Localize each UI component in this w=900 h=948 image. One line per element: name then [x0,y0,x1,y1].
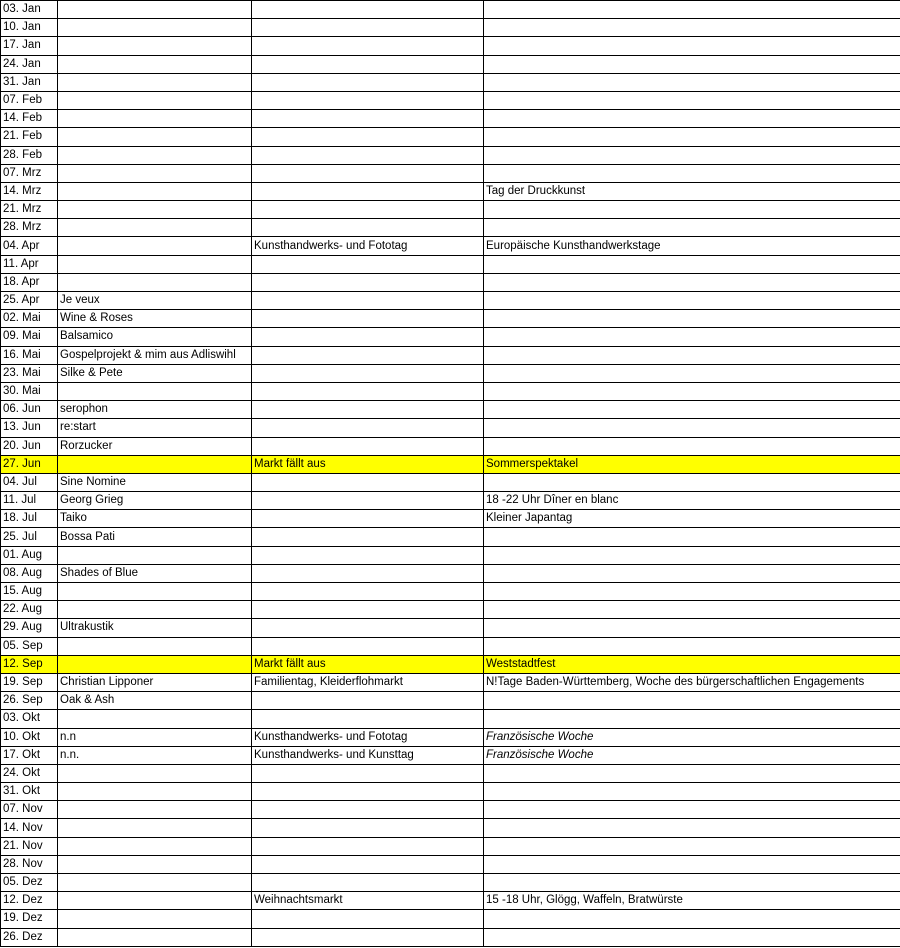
act-cell[interactable] [58,710,252,728]
date-cell[interactable]: 14. Feb [1,110,58,128]
market-cell[interactable]: Kunsthandwerks- und Fototag [252,728,484,746]
market-cell[interactable] [252,146,484,164]
date-cell[interactable]: 18. Apr [1,273,58,291]
date-cell[interactable]: 21. Feb [1,128,58,146]
act-cell[interactable]: Christian Lipponer [58,673,252,691]
table-row [1,655,900,673]
event-cell[interactable]: 15 -18 Uhr, Glögg, Waffeln, Bratwürste [484,892,900,910]
table-row [1,619,900,637]
table-row [1,874,900,892]
event-cell[interactable] [484,692,900,710]
event-cell[interactable] [484,837,900,855]
table-row [1,219,900,237]
date-cell[interactable]: 15. Aug [1,583,58,601]
market-cell[interactable] [252,801,484,819]
table-row [1,673,900,691]
act-cell[interactable]: Shades of Blue [58,564,252,582]
event-cell[interactable] [484,401,900,419]
event-cell[interactable]: Weststadtfest [484,655,900,673]
table-row [1,546,900,564]
date-cell[interactable]: 05. Sep [1,637,58,655]
event-cell[interactable] [484,928,900,946]
act-cell[interactable] [58,892,252,910]
market-cell[interactable] [252,164,484,182]
act-cell[interactable] [58,583,252,601]
date-cell[interactable]: 01. Aug [1,546,58,564]
market-cell[interactable] [252,219,484,237]
market-cell[interactable] [252,73,484,91]
act-cell[interactable]: serophon [58,401,252,419]
act-cell[interactable] [58,655,252,673]
act-cell[interactable] [58,19,252,37]
act-cell[interactable] [58,55,252,73]
event-cell[interactable] [484,801,900,819]
act-cell[interactable] [58,928,252,946]
market-cell[interactable] [252,601,484,619]
date-cell[interactable]: 19. Dez [1,910,58,928]
market-cell[interactable] [252,382,484,400]
act-cell[interactable] [58,110,252,128]
event-cell[interactable] [484,382,900,400]
date-cell[interactable]: 18. Jul [1,510,58,528]
event-cell[interactable] [484,164,900,182]
market-cell[interactable] [252,710,484,728]
date-cell[interactable]: 12. Dez [1,892,58,910]
table-row [1,437,900,455]
table-row [1,310,900,328]
event-cell[interactable] [484,346,900,364]
market-cell[interactable] [252,419,484,437]
event-cell[interactable] [484,110,900,128]
event-cell[interactable]: 18 -22 Uhr Dîner en blanc [484,492,900,510]
act-cell[interactable]: re:start [58,419,252,437]
market-cell[interactable]: Markt fällt aus [252,655,484,673]
market-cell[interactable] [252,182,484,200]
date-cell[interactable]: 24. Okt [1,764,58,782]
act-cell[interactable]: Je veux [58,292,252,310]
date-cell[interactable]: 17. Okt [1,746,58,764]
table-row [1,783,900,801]
market-cell[interactable] [252,528,484,546]
act-cell[interactable]: n.n [58,728,252,746]
date-cell[interactable]: 10. Jan [1,19,58,37]
date-cell[interactable]: 28. Mrz [1,219,58,237]
date-cell[interactable]: 02. Mai [1,310,58,328]
market-cell[interactable] [252,473,484,491]
date-cell[interactable]: 16. Mai [1,346,58,364]
event-cell[interactable]: Sommerspektakel [484,455,900,473]
table-row [1,182,900,200]
table-row [1,928,900,946]
market-cell[interactable] [252,874,484,892]
event-cell[interactable]: Französische Woche [484,728,900,746]
date-cell[interactable]: 10. Okt [1,728,58,746]
date-cell[interactable]: 28. Feb [1,146,58,164]
table-row [1,492,900,510]
date-cell[interactable]: 11. Jul [1,492,58,510]
table-row [1,692,900,710]
event-cell[interactable] [484,328,900,346]
act-cell[interactable] [58,819,252,837]
date-cell[interactable]: 21. Mrz [1,201,58,219]
act-cell[interactable] [58,637,252,655]
market-cell[interactable] [252,328,484,346]
act-cell[interactable]: Ultrakustik [58,619,252,637]
table-row [1,292,900,310]
act-cell[interactable] [58,855,252,873]
market-cell[interactable]: Weihnachtsmarkt [252,892,484,910]
act-cell[interactable] [58,837,252,855]
event-cell[interactable] [484,73,900,91]
act-cell[interactable] [58,273,252,291]
table-row [1,892,900,910]
table-row [1,401,900,419]
table-row [1,801,900,819]
market-cell[interactable] [252,1,484,19]
date-cell[interactable]: 03. Okt [1,710,58,728]
date-cell[interactable]: 27. Jun [1,455,58,473]
event-cell[interactable] [484,1,900,19]
table-row [1,564,900,582]
table-row [1,273,900,291]
schedule-body [1,1,900,947]
market-cell[interactable] [252,201,484,219]
date-cell[interactable]: 22. Aug [1,601,58,619]
market-cell[interactable]: Familientag, Kleiderflohmarkt [252,673,484,691]
market-cell[interactable] [252,819,484,837]
table-row [1,583,900,601]
date-cell[interactable]: 13. Jun [1,419,58,437]
event-cell[interactable] [484,146,900,164]
act-cell[interactable]: Balsamico [58,328,252,346]
event-cell[interactable] [484,91,900,109]
act-cell[interactable] [58,801,252,819]
date-cell[interactable]: 24. Jan [1,55,58,73]
act-cell[interactable] [58,164,252,182]
event-cell[interactable] [484,273,900,291]
act-cell[interactable]: Oak & Ash [58,692,252,710]
market-cell[interactable]: Kunsthandwerks- und Fototag [252,237,484,255]
event-cell[interactable]: Tag der Druckkunst [484,182,900,200]
act-cell[interactable] [58,237,252,255]
market-cell[interactable] [252,110,484,128]
table-row [1,37,900,55]
market-cell[interactable] [252,37,484,55]
act-cell[interactable] [58,73,252,91]
act-cell[interactable] [58,783,252,801]
event-cell[interactable]: Französische Woche [484,746,900,764]
act-cell[interactable] [58,382,252,400]
act-cell[interactable] [58,1,252,19]
date-cell[interactable]: 30. Mai [1,382,58,400]
date-cell[interactable]: 20. Jun [1,437,58,455]
table-row [1,19,900,37]
date-cell[interactable]: 06. Jun [1,401,58,419]
date-cell[interactable]: 05. Dez [1,874,58,892]
date-cell[interactable]: 14. Mrz [1,182,58,200]
act-cell[interactable] [58,455,252,473]
market-cell[interactable]: Kunsthandwerks- und Kunsttag [252,746,484,764]
date-cell[interactable]: 07. Feb [1,91,58,109]
event-cell[interactable] [484,874,900,892]
event-cell[interactable] [484,19,900,37]
date-cell[interactable]: 12. Sep [1,655,58,673]
table-row [1,110,900,128]
date-cell[interactable]: 07. Mrz [1,164,58,182]
market-cell[interactable] [252,692,484,710]
event-cell[interactable] [484,819,900,837]
market-cell[interactable] [252,91,484,109]
event-cell[interactable] [484,364,900,382]
market-cell[interactable] [252,546,484,564]
date-cell[interactable]: 23. Mai [1,364,58,382]
event-cell[interactable] [484,201,900,219]
act-cell[interactable] [58,91,252,109]
table-row [1,764,900,782]
act-cell[interactable]: n.n. [58,746,252,764]
act-cell[interactable]: Rorzucker [58,437,252,455]
market-cell[interactable] [252,128,484,146]
table-row [1,746,900,764]
table-row [1,346,900,364]
date-cell[interactable]: 04. Jul [1,473,58,491]
event-cell[interactable]: Europäische Kunsthandwerkstage [484,237,900,255]
table-row [1,91,900,109]
market-cell[interactable] [252,364,484,382]
act-cell[interactable] [58,201,252,219]
act-cell[interactable]: Silke & Pete [58,364,252,382]
table-row [1,255,900,273]
event-cell[interactable]: N!Tage Baden-Württemberg, Woche des bürgerschaftlichen Engagements [484,673,900,691]
event-cell[interactable] [484,528,900,546]
market-cell[interactable] [252,855,484,873]
table-row [1,455,900,473]
market-cell[interactable] [252,492,484,510]
act-cell[interactable]: Wine & Roses [58,310,252,328]
date-cell[interactable]: 07. Nov [1,801,58,819]
market-cell[interactable] [252,910,484,928]
table-row [1,164,900,182]
event-cell[interactable] [484,128,900,146]
market-cell[interactable] [252,564,484,582]
market-cell[interactable] [252,255,484,273]
event-cell[interactable] [484,601,900,619]
act-cell[interactable] [58,146,252,164]
table-row [1,473,900,491]
event-cell[interactable] [484,764,900,782]
date-cell[interactable]: 09. Mai [1,328,58,346]
date-cell[interactable]: 17. Jan [1,37,58,55]
market-cell[interactable] [252,346,484,364]
date-cell[interactable]: 25. Apr [1,292,58,310]
market-cell[interactable] [252,637,484,655]
event-cell[interactable] [484,564,900,582]
act-cell[interactable] [58,546,252,564]
event-cell[interactable] [484,710,900,728]
event-cell[interactable] [484,419,900,437]
table-row [1,910,900,928]
date-cell[interactable]: 14. Nov [1,819,58,837]
table-row [1,146,900,164]
event-cell[interactable] [484,292,900,310]
market-cell[interactable] [252,764,484,782]
table-row [1,819,900,837]
event-cell[interactable] [484,37,900,55]
event-cell[interactable] [484,619,900,637]
event-cell[interactable] [484,55,900,73]
event-cell[interactable] [484,546,900,564]
event-cell[interactable] [484,255,900,273]
date-cell[interactable]: 31. Jan [1,73,58,91]
table-row [1,419,900,437]
market-cell[interactable] [252,437,484,455]
act-cell[interactable] [58,764,252,782]
date-cell[interactable]: 11. Apr [1,255,58,273]
table-row [1,364,900,382]
date-cell[interactable]: 04. Apr [1,237,58,255]
act-cell[interactable]: Taiko [58,510,252,528]
act-cell[interactable] [58,37,252,55]
act-cell[interactable]: Gospelprojekt & mim aus Adliswihl [58,346,252,364]
act-cell[interactable] [58,219,252,237]
table-row [1,528,900,546]
table-row [1,128,900,146]
event-cell[interactable] [484,310,900,328]
table-row [1,855,900,873]
act-cell[interactable] [58,255,252,273]
act-cell[interactable] [58,601,252,619]
market-cell[interactable] [252,783,484,801]
date-cell[interactable]: 26. Dez [1,928,58,946]
date-cell[interactable]: 31. Okt [1,783,58,801]
market-cell[interactable] [252,583,484,601]
event-cell[interactable] [484,583,900,601]
table-row [1,837,900,855]
date-cell[interactable]: 26. Sep [1,692,58,710]
market-cell[interactable] [252,510,484,528]
event-cell[interactable] [484,219,900,237]
act-cell[interactable]: Bossa Pati [58,528,252,546]
event-cell[interactable] [484,637,900,655]
act-cell[interactable]: Sine Nomine [58,473,252,491]
table-row [1,601,900,619]
table-row [1,728,900,746]
table-row [1,510,900,528]
table-row [1,55,900,73]
date-cell[interactable]: 28. Nov [1,855,58,873]
table-row [1,201,900,219]
table-row [1,328,900,346]
act-cell[interactable] [58,128,252,146]
table-row [1,73,900,91]
market-cell[interactable] [252,273,484,291]
date-cell[interactable]: 29. Aug [1,619,58,637]
market-cell[interactable] [252,292,484,310]
date-cell[interactable]: 25. Jul [1,528,58,546]
event-cell[interactable]: Kleiner Japantag [484,510,900,528]
act-cell[interactable] [58,910,252,928]
table-row [1,237,900,255]
date-cell[interactable]: 19. Sep [1,673,58,691]
market-cell[interactable] [252,310,484,328]
table-row [1,710,900,728]
table-row [1,1,900,19]
event-cell[interactable] [484,473,900,491]
event-cell[interactable] [484,910,900,928]
market-cell[interactable] [252,928,484,946]
date-cell[interactable]: 03. Jan [1,1,58,19]
date-cell[interactable]: 21. Nov [1,837,58,855]
market-cell[interactable] [252,401,484,419]
event-cell[interactable] [484,855,900,873]
market-cell[interactable]: Markt fällt aus [252,455,484,473]
act-cell[interactable] [58,182,252,200]
table-row [1,637,900,655]
event-cell[interactable] [484,437,900,455]
market-cell[interactable] [252,619,484,637]
date-cell[interactable]: 08. Aug [1,564,58,582]
act-cell[interactable] [58,874,252,892]
event-cell[interactable] [484,783,900,801]
act-cell[interactable]: Georg Grieg [58,492,252,510]
market-cell[interactable] [252,55,484,73]
market-cell[interactable] [252,837,484,855]
table-row [1,382,900,400]
market-cell[interactable] [252,19,484,37]
